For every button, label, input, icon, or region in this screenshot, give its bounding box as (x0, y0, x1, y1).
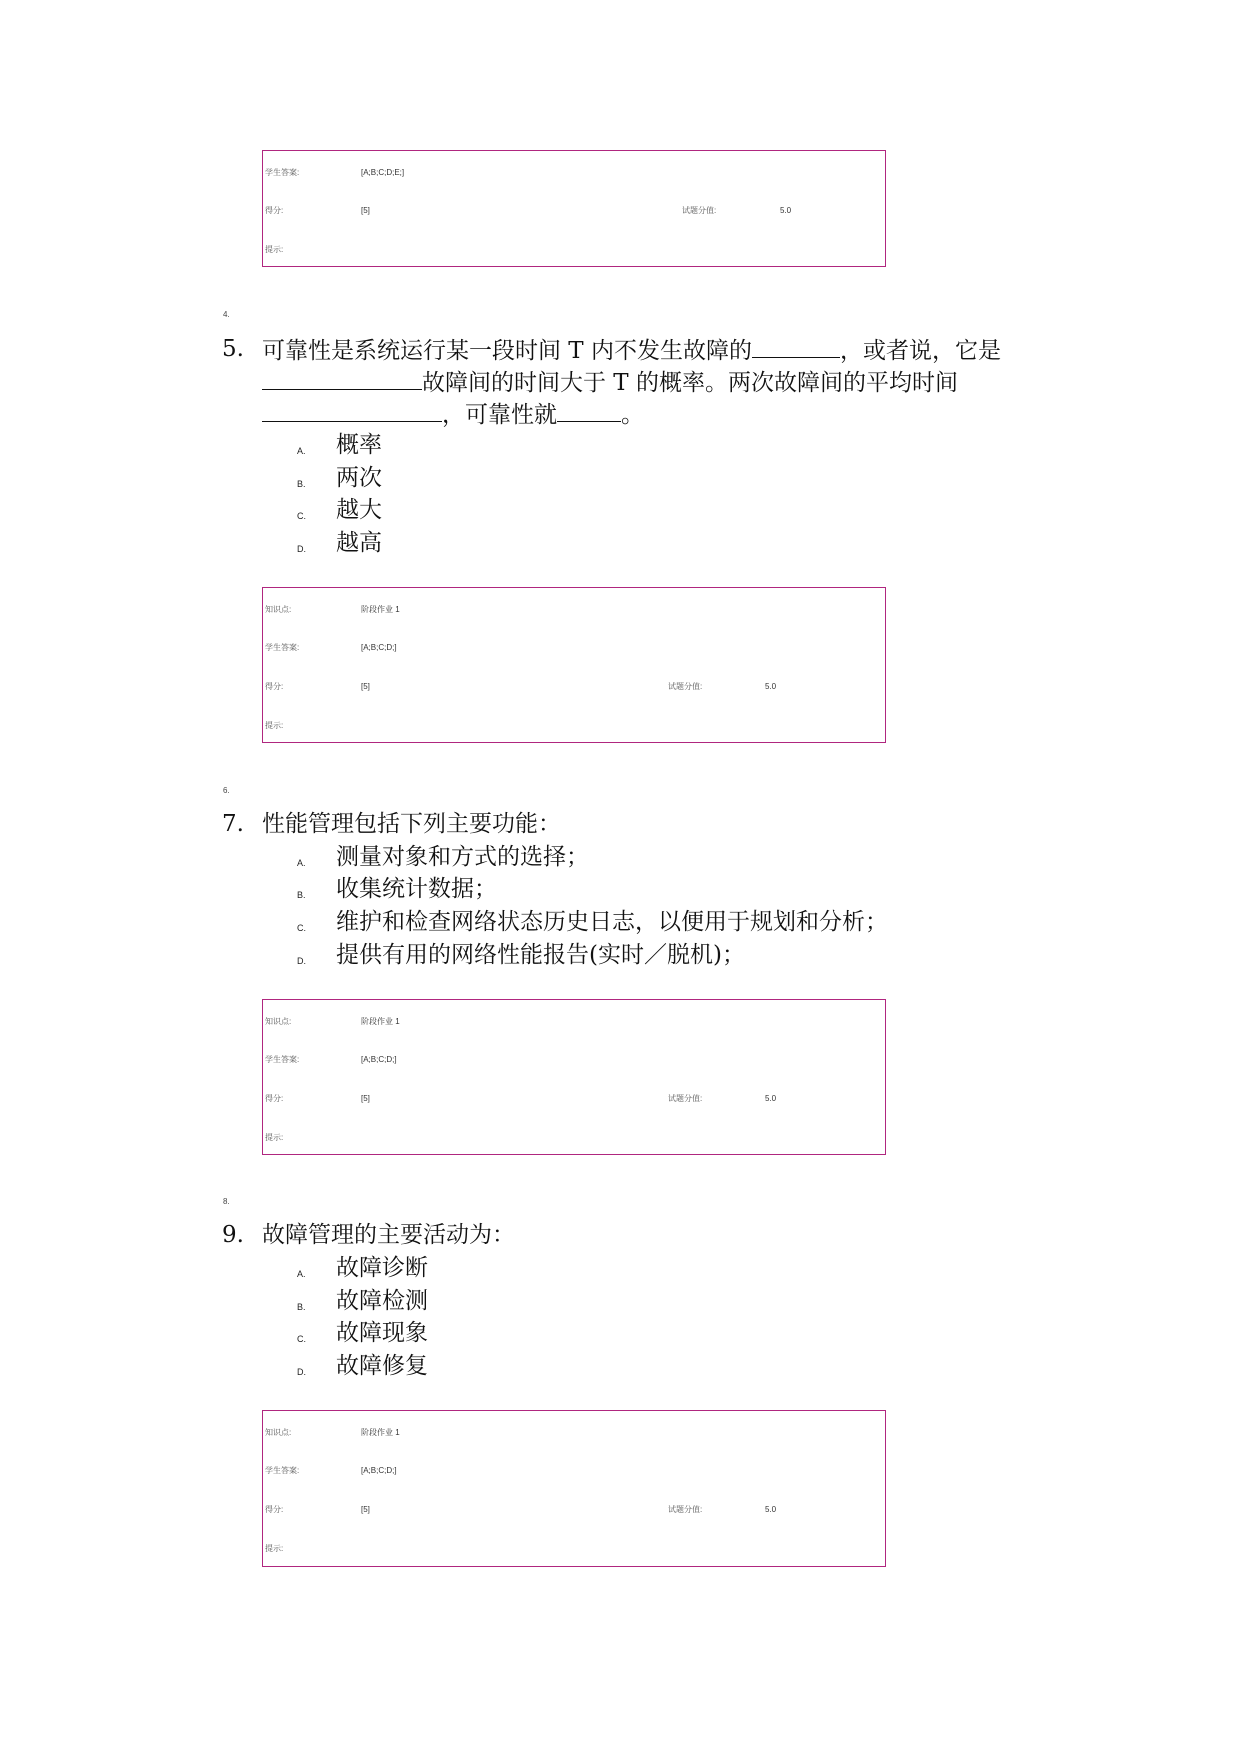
score-value: [5] (361, 682, 370, 691)
score-value: [5] (361, 1094, 370, 1103)
answer-value: [A;B;C;D;] (361, 1055, 397, 1064)
option-text-c: 故障现象 (336, 1320, 428, 1346)
result-box-4 (262, 1410, 886, 1567)
points-value: 5.0 (765, 1094, 777, 1103)
option-text-a: 概率 (336, 432, 382, 458)
score-label: 得分: (265, 682, 284, 691)
option-text-d: 越高 (336, 530, 382, 556)
option-text-c: 维护和检查网络状态历史日志，以便用于规划和分析； (336, 909, 888, 935)
points-value: 5.0 (765, 682, 777, 691)
score-value: [5] (361, 206, 370, 215)
hint-label: 提示: (265, 1544, 284, 1553)
blank-4 (557, 400, 621, 422)
option-letter-a: A. (297, 1269, 306, 1279)
hint-label: 提示: (265, 721, 284, 730)
question-5-line-2 (262, 368, 958, 396)
hint-label: 提示: (265, 1133, 284, 1142)
answer-value: [A;B;C;D;] (361, 1466, 397, 1475)
answer-label: 学生答案: (265, 643, 300, 652)
knowledge-point-label: 知识点: (265, 1428, 292, 1437)
result-box-3 (262, 999, 886, 1155)
option-text-c: 越大 (336, 497, 382, 523)
knowledge-point-value: 阶段作业 1 (361, 605, 400, 614)
answer-label: 学生答案: (265, 168, 300, 177)
score-value: [5] (361, 1505, 370, 1514)
option-letter-a: A. (297, 858, 306, 868)
result-box-2 (262, 587, 886, 743)
points-label: 试题分值: (682, 206, 717, 215)
option-letter-b: B. (297, 890, 306, 900)
option-text-b: 故障检测 (336, 1288, 428, 1314)
question-5-text-e: 。 (621, 402, 644, 428)
score-label: 得分: (265, 206, 284, 215)
question-5-text-c: 故障间的时间大于 T 的概率。两次故障间的平均时间 (422, 370, 958, 396)
blank-1 (752, 336, 840, 358)
knowledge-point-label: 知识点: (265, 1017, 292, 1026)
points-value: 5.0 (780, 206, 792, 215)
question-5-line-3 (262, 400, 644, 428)
question-5-line-1 (262, 336, 1001, 364)
question-number-7: 7. (222, 811, 244, 837)
question-number-9: 9. (222, 1222, 244, 1248)
knowledge-point-value: 阶段作业 1 (361, 1428, 400, 1437)
option-text-b: 收集统计数据； (336, 876, 497, 902)
question-5-text-b: ，或者说，它是 (839, 338, 1001, 364)
answer-label: 学生答案: (265, 1055, 300, 1064)
blank-3 (262, 400, 442, 422)
points-label: 试题分值: (668, 1094, 703, 1103)
points-value: 5.0 (765, 1505, 777, 1514)
blank-2 (262, 368, 422, 390)
points-label: 试题分值: (668, 1505, 703, 1514)
option-text-d: 提供有用的网络性能报告(实时／脱机)； (336, 942, 745, 968)
score-label: 得分: (265, 1094, 284, 1103)
option-letter-c: C. (297, 923, 306, 933)
option-text-d: 故障修复 (336, 1353, 428, 1379)
result-box-1 (262, 150, 886, 267)
answer-label: 学生答案: (265, 1466, 300, 1475)
option-letter-d: D. (297, 956, 306, 966)
question-7-text: 性能管理包括下列主要功能： (262, 811, 561, 837)
score-label: 得分: (265, 1505, 284, 1514)
question-5-text-d: ，可靠性就 (442, 402, 557, 428)
question-number-8: 8. (223, 1197, 230, 1206)
answer-value: [A;B;C;D;E;] (361, 168, 405, 177)
knowledge-point-value: 阶段作业 1 (361, 1017, 400, 1026)
question-5-text-a: 可靠性是系统运行某一段时间 T 内不发生故障的 (262, 338, 752, 364)
option-letter-b: B. (297, 1302, 306, 1312)
answer-value: [A;B;C;D;] (361, 643, 397, 652)
option-letter-c: C. (297, 511, 306, 521)
option-letter-c: C. (297, 1334, 306, 1344)
option-text-a: 故障诊断 (336, 1255, 428, 1281)
points-label: 试题分值: (668, 682, 703, 691)
option-letter-d: D. (297, 1367, 306, 1377)
question-number-4: 4. (223, 310, 230, 319)
option-text-b: 两次 (336, 465, 382, 491)
knowledge-point-label: 知识点: (265, 605, 292, 614)
question-9-text: 故障管理的主要活动为： (262, 1222, 515, 1248)
option-letter-d: D. (297, 544, 306, 554)
hint-label: 提示: (265, 245, 284, 254)
option-text-a: 测量对象和方式的选择； (336, 844, 589, 870)
option-letter-a: A. (297, 446, 306, 456)
question-number-5: 5. (222, 336, 244, 362)
question-number-6: 6. (223, 786, 230, 795)
option-letter-b: B. (297, 479, 306, 489)
